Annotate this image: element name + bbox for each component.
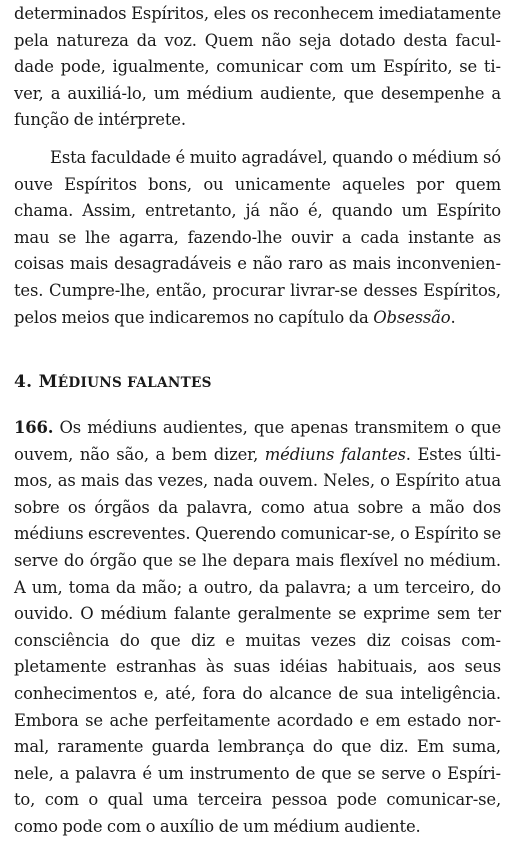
paragraph-1	[14, 1, 501, 134]
section-title-rest: ÉDIUNS FALANTES	[57, 375, 212, 391]
paragraph-2-text: Esta faculdade é muito agradável, quando o médium só ouve Espíritos bons, ou unicamente aqueles por quem chama. Assim, entretanto, já não é, quando um Espírito mau se lhe agarra, fazendo-lhe ouvir a cada instante as coisas mais desagradáveis e não raro as mais inconvenientes. Cumpre-lhe, então, procurar livrar-se desses Espíritos, pelos meios que indicaremos no capítulo da	[14, 148, 501, 327]
section-heading	[14, 369, 212, 396]
paragraph-3-italic-term: médiuns falantes	[264, 444, 406, 464]
paragraph-2-italic-term: Obsessão	[373, 307, 451, 327]
section-number: 4.	[14, 372, 33, 392]
paragraph-1-text: determinados Espíritos, eles os reconhecem imediatamente pela natureza da voz. Quem não seja dotado desta faculdade pode, igualmente, comunicar com um Espírito, se tiver, a auxiliá-lo, um médium audiente, que desempenhe a função de intérprete.	[14, 4, 501, 130]
paragraph-3	[14, 415, 501, 841]
paragraph-3-text-end: . Estes últimos, as mais das vezes, nada ouvem. Neles, o Espírito atua sobre os órgãos da palavra, como atua sobre a mão dos médiuns escreventes. Querendo comunicar-se, o Espírito se serve do órgão que se lhe depara mais flexível no médium. A um, toma da mão; a outro, da palavra; a um terceiro, do ouvido. O médium falante geralmente se exprime sem ter consciência do que diz e muitas vezes diz coisas completamente estranhas às suas idéias habituais, aos seus conhecimentos e, até, fora do alcance de sua inteligência. Embora se ache perfeitamente acordado e em estado normal, raramente guarda lembrança do que diz. Em suma, nele, a palavra é um instrumento de que se serve o Espírito, com o qual uma terceira pessoa pode comunicar-se, como pode com o auxílio de um médium audiente.	[14, 444, 501, 836]
paragraph-2	[14, 145, 501, 331]
section-title-initial: M	[38, 372, 58, 392]
section-title	[39, 372, 212, 392]
paragraph-number: 166.	[14, 418, 54, 437]
paragraph-3-text: Os médiuns audientes, que apenas transmitem o que ouvem, não são, a bem dizer,	[14, 418, 501, 464]
paragraph-2-text-end: .	[450, 307, 456, 327]
